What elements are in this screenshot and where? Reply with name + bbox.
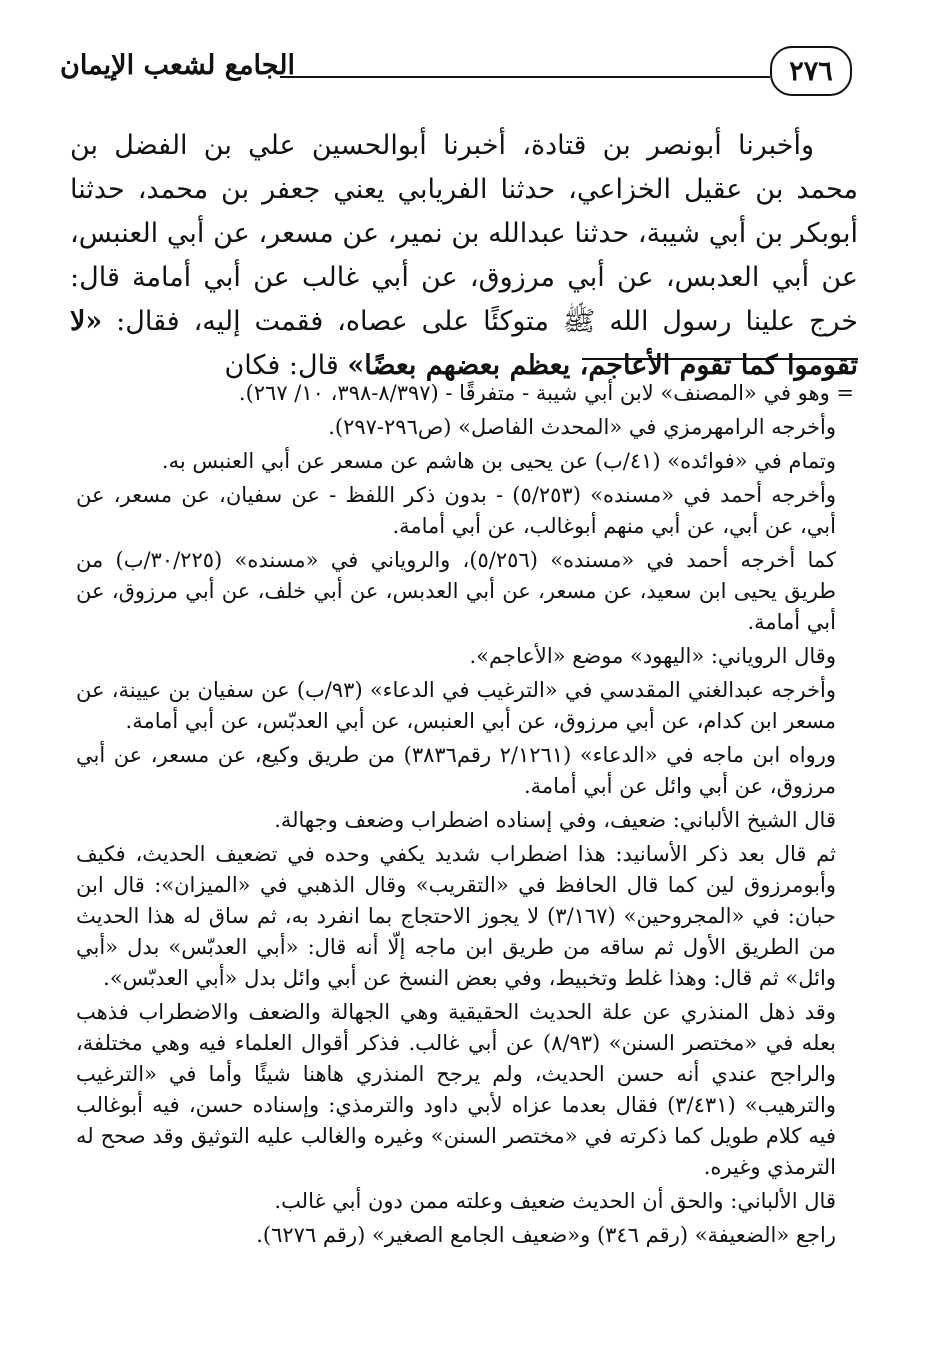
continuation-text: قال: فكان — [224, 350, 348, 381]
page-number: ٢٧٦ — [770, 46, 852, 96]
footnote-line: وأخرجه عبدالغني المقدسي في «الترغيب في الدعاء» (٩٣/ب) عن سفيان بن عيينة، عن مسعر ابن كدام، عن أبي مرزوق، عن أبي العنبس، عن أبي العدبّس، عن أبي أمامة. — [76, 678, 836, 733]
footnote-line: وتمام في «فوائده» (٤١/ب) عن يحيى بن هاشم عن مسعر عن أبي العنبس به. — [161, 449, 836, 473]
footnote-line: قال الشيخ الألباني: ضعيف، وفي إسناده اضطراب وضعف وجهالة. — [274, 808, 836, 832]
footnote-line: = وهو في «المصنف» لابن أبي شيبة - متفرقًا - (٨/٣٩٧-٣٩٨، ١٠/ ٢٦٧). — [238, 381, 854, 405]
footnote-line: راجع «الضعيفة» (رقم ٣٤٦) و«ضعيف الجامع الصغير» (رقم ٦٢٧٦). — [256, 1223, 836, 1247]
hadith-quote: «لا تقوموا كما تقوم الأعاجم، يعظم بعضهم بعضًا» — [70, 306, 858, 381]
footnote-line: وقد ذهل المنذري عن علة الحديث الحقيقية وهي الجهالة والضعف والاضطراب فذهب بعله في «مختصر السنن» (٨/٩٣) عن أبي غالب. فذكر أقوال العلماء فيه وهي مختلفة، والراجح عندي أنه حسن الحديث، ولم يرجح المنذري هاهنا شيئًا وأما في «الترغيب والترهيب» (٣/٤٣١) فقال بعدما عزاه لأبي داود والترمذي: وإسناده حسن، فيه أبوغالب فيه كلام طويل كما ذكرته في «مختصر السنن» وغيره والغالب عليه التوثيق وقد صحح له الترمذي وغيره. — [76, 1000, 836, 1179]
footnote-line: قال الألباني: والحق أن الحديث ضعيف وعلته ممن دون أبي غالب. — [274, 1189, 836, 1213]
footnote-separator — [582, 358, 858, 360]
footnote-line: وقال الروياني: «اليهود» موضع «الأعاجم». — [469, 644, 836, 668]
footnote-line: ثم قال بعد ذكر الأسانيد: هذا اضطراب شديد يكفي وحده في تضعيف الحديث، فكيف وأبومرزوق لين كما قال الحافظ في «التقريب» وقال الذهبي في «الميزان»: قال ابن حبان: في «المجروحين» (٣/١٦٧) لا يجوز الاحتجاج بما انفرد به، ثم ساق له هذا الحديث من الطريق الأول ثم ساقه من طريق ابن ماجه إلّا أنه قال: «أبي العدبّس» بدل «أبي وائل» ثم قال: وهذا غلط وتخبيط، وفي بعض النسخ عن أبي وائل بدل «أبي العدبّس». — [76, 842, 836, 990]
footnote-line: وأخرجه أحمد في «مسنده» (٥/٢٥٣) - بدون ذكر اللفظ - عن سفيان، عن مسعر، عن أبي، عن أبي، عن أبي منهم أبوغالب، عن أبي أمامة. — [76, 483, 836, 538]
isnad-text: وأخبرنا أبونصر بن قتادة، أخبرنا أبوالحسين علي بن الفضل بن محمد بن عقيل الخزاعي، حدثنا الفريابي يعني جعفر بن محمد، حدثنا أبوبكر بن أبي شيبة، حدثنا عبدالله بن نمير، عن مسعر، عن أبي العنبس، عن أبي العدبس، عن أبي مرزوق، عن أبي غالب عن أبي أمامة قال: خرج علينا رسول الله ﷺ متوكئًا على عصاه، فقمت إليه، فقال: — [70, 130, 858, 337]
main-text — [70, 124, 858, 388]
header-rule — [280, 76, 770, 78]
footnotes — [76, 378, 854, 1254]
book-title: الجامع لشعب الإيمان — [60, 50, 295, 81]
footnote-line: كما أخرجه أحمد في «مسنده» (٥/٢٥٦)، والروياني في «مسنده» (٣٠/٢٢٥/ب) من طريق يحيى ابن سعيد، عن مسعر، عن أبي العدبس، عن أبي خلف، عن أبي مرزوق، عن أبي أمامة. — [76, 548, 836, 634]
footnote-line: ورواه ابن ماجه في «الدعاء» (٢/١٢٦١ رقم٣٨٣٦) من طريق وكيع، عن مسعر، عن أبي مرزوق، عن أبي وائل عن أبي أمامة. — [76, 743, 836, 798]
hadith-paragraph — [70, 124, 858, 388]
page-header — [60, 46, 852, 104]
footnote-line: وأخرجه الرامهرمزي في «المحدث الفاصل» (ص٢٩٦-٢٩٧). — [328, 415, 836, 439]
